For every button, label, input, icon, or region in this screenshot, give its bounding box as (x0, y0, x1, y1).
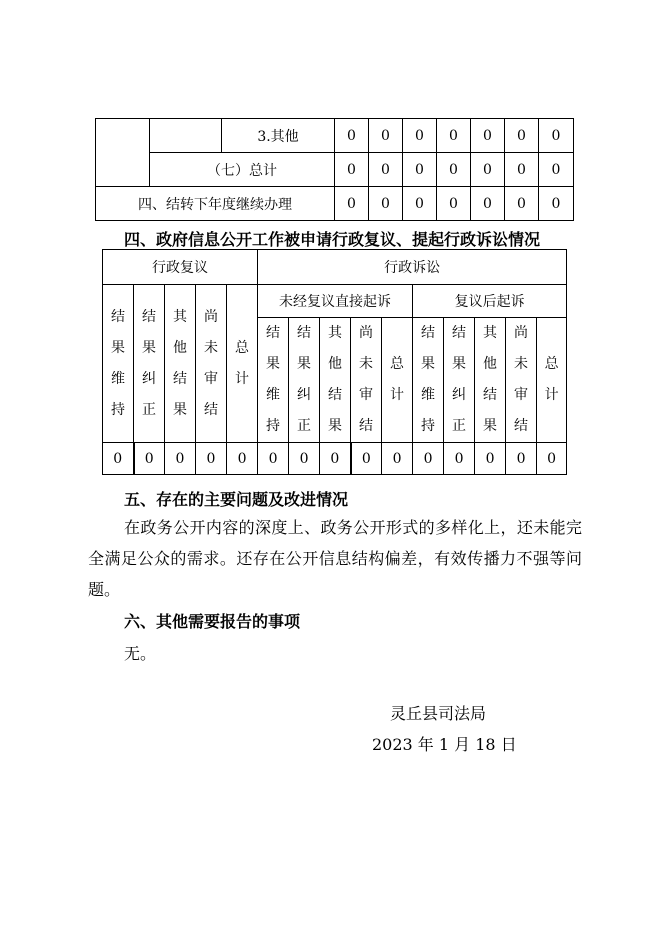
column-header (103, 285, 134, 443)
column-header (196, 285, 227, 443)
column-header (506, 318, 537, 443)
table-cell: 0 (403, 187, 437, 221)
column-header (227, 285, 258, 443)
table-cell (150, 119, 222, 153)
column-header (289, 318, 320, 443)
table-cell: 0 (103, 443, 134, 475)
column-header (475, 318, 506, 443)
table-cell: 0 (196, 443, 227, 475)
column-header (351, 318, 382, 443)
column-header-text: 结 果 维 持 (111, 308, 125, 418)
column-header (165, 285, 196, 443)
table-cell: 0 (475, 443, 506, 475)
table-cell: 0 (505, 187, 539, 221)
table-row (96, 119, 574, 153)
table-cell: 0 (505, 119, 539, 153)
table-cell: 0 (506, 443, 537, 475)
table-cell: 0 (320, 443, 351, 475)
review-header: 行政复议 (103, 250, 258, 285)
column-header-text: 尚 未 审 结 (204, 308, 218, 418)
column-header-text: 结 果 纠 正 (142, 308, 156, 418)
table-cell: 0 (471, 153, 505, 187)
after-review-header: 复议后起诉 (413, 285, 567, 318)
table-cell: 0 (382, 443, 413, 475)
table-cell: 0 (413, 443, 444, 475)
table-cell: 0 (335, 153, 369, 187)
other-matters-paragraph: 无。 (124, 644, 157, 663)
table-cell: 0 (369, 119, 403, 153)
column-header (537, 318, 567, 443)
table-cell: 0 (437, 187, 471, 221)
column-header-text: 结 果 维 持 (266, 325, 281, 434)
litigation-header: 行政诉讼 (258, 250, 567, 285)
column-header (382, 318, 413, 443)
table-cell: 0 (289, 443, 320, 475)
table-cell: 0 (165, 443, 196, 475)
column-header-text: 总 计 (390, 356, 405, 403)
signature-date: 2023 年 1 月 18 日 (372, 735, 517, 754)
row-label: 3.其他 (222, 119, 335, 153)
table-cell: 0 (258, 443, 289, 475)
table-cell: 0 (369, 187, 403, 221)
disclosure-stats-table (95, 118, 574, 221)
section-heading-other-matters: 六、其他需要报告的事项 (124, 612, 301, 631)
table-cell: 0 (471, 187, 505, 221)
table-row (96, 153, 574, 187)
table-cell: 0 (335, 187, 369, 221)
direct-litigation-header: 未经复议直接起诉 (258, 285, 413, 318)
column-header (413, 318, 444, 443)
table-cell: 0 (335, 119, 369, 153)
table-cell: 0 (437, 153, 471, 187)
table-cell: 0 (437, 119, 471, 153)
table-cell: 0 (227, 443, 258, 475)
column-header-text: 其 他 结 果 (173, 308, 187, 418)
column-header (134, 285, 165, 443)
column-header (320, 318, 351, 443)
table-cell: 0 (403, 153, 437, 187)
column-header (444, 318, 475, 443)
row-label: 四、结转下年度继续办理 (96, 187, 335, 221)
column-header-text: 尚 未 审 结 (359, 325, 374, 434)
table-row (103, 443, 567, 475)
table-cell: 0 (444, 443, 475, 475)
table-cell: 0 (505, 153, 539, 187)
table-cell: 0 (134, 443, 165, 475)
table-cell: 0 (539, 119, 574, 153)
column-header-text: 结 果 纠 正 (297, 325, 312, 434)
table-cell (96, 119, 150, 187)
column-header-text: 其 他 结 果 (483, 325, 498, 434)
table-row (96, 187, 574, 221)
column-header (258, 318, 289, 443)
table-cell: 0 (537, 443, 567, 475)
column-header-text: 其 他 结 果 (328, 325, 343, 434)
table-cell: 0 (369, 153, 403, 187)
review-litigation-table (102, 249, 567, 475)
column-header-text: 总 计 (235, 339, 250, 387)
column-header-text: 结 果 维 持 (421, 325, 436, 434)
table-row (103, 250, 567, 285)
table-cell: 0 (539, 187, 574, 221)
problems-paragraph: 在政务公开内容的深度上、政务公开形式的多样化上，还未能完全满足公众的需求。还存在公开信息结构偏差，有效传播力不强等问题。 (88, 518, 582, 599)
row-label: （七）总计 (150, 153, 335, 187)
table-cell: 0 (539, 153, 574, 187)
section-heading-problems: 五、存在的主要问题及改进情况 (124, 490, 349, 509)
section-heading-review-litigation: 四、政府信息公开工作被申请行政复议、提起行政诉讼情况 (124, 230, 541, 249)
table-row (103, 285, 567, 318)
table-cell: 0 (351, 443, 382, 475)
column-header-text: 总 计 (544, 356, 559, 403)
signature-org: 灵丘县司法局 (390, 704, 487, 723)
table-cell: 0 (403, 119, 437, 153)
table-cell: 0 (471, 119, 505, 153)
column-header-text: 结 果 纠 正 (452, 325, 467, 434)
column-header-text: 尚 未 审 结 (514, 325, 529, 434)
